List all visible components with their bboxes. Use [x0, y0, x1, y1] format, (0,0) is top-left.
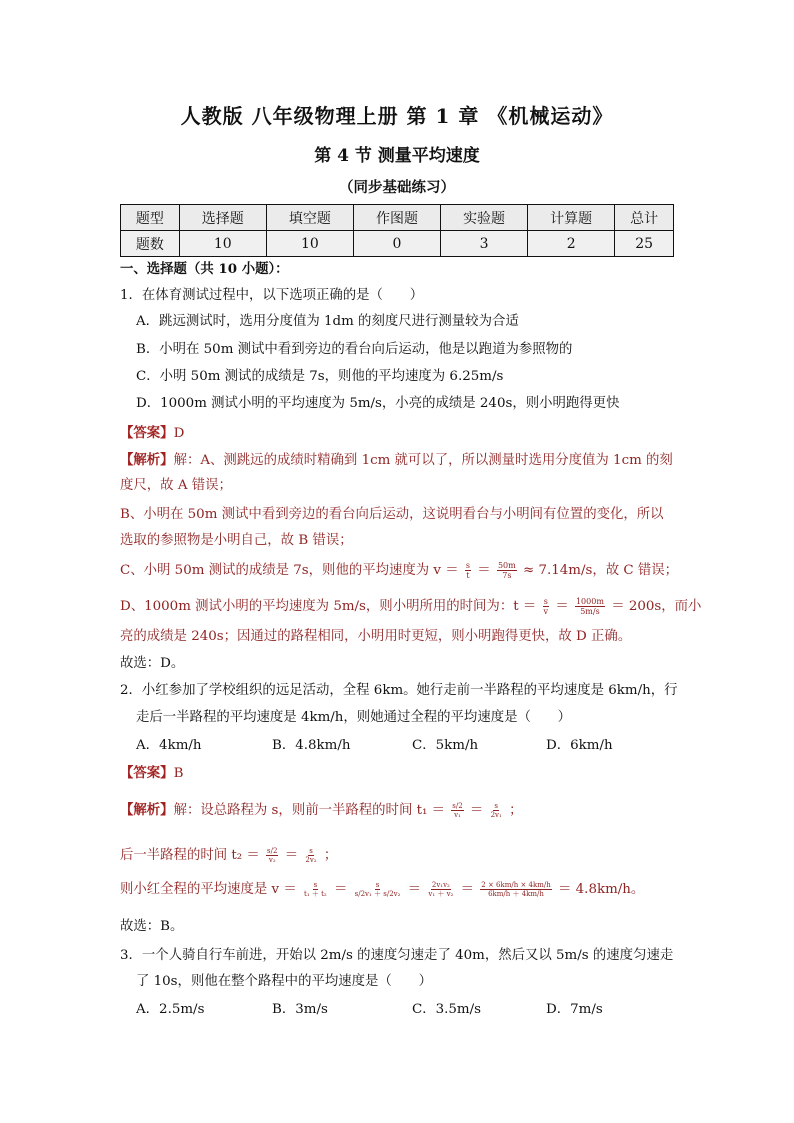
question-2-option-d: D．6km/h — [546, 738, 613, 753]
question-2-stem-2: 走后一半路程的平均速度是 4km/h，则她通过全程的平均速度是（ ） — [136, 710, 572, 725]
question-3-option-c: C．3.5m/s — [412, 1002, 482, 1017]
analysis-text: ＝ 200s，而小 — [611, 599, 702, 614]
equals-sign: ＝ — [555, 599, 569, 614]
analysis-text: 则小红全程的平均速度是 v ＝ — [120, 882, 297, 897]
table-row — [121, 205, 674, 231]
table-cell: 填空题 — [266, 205, 353, 231]
table-cell: 0 — [353, 231, 440, 257]
question-3-stem-1: 3．一个人骑自行车前进，开始以 2m/s 的速度匀速走了 40m，然后又以 5m/s 的速度匀速走 — [120, 948, 674, 963]
answer-tag: 【答案】 — [120, 425, 174, 441]
equals-sign: ＝ — [284, 848, 299, 863]
answer-value: B — [173, 766, 184, 781]
equals-sign: ＝ — [334, 882, 348, 897]
table-cell: 25 — [615, 231, 674, 257]
question-1-choose: 故选：D。 — [120, 656, 185, 671]
question-1-analysis-d — [120, 597, 701, 617]
formula-fraction: $\frac{s}{t}$ — [465, 561, 471, 580]
equals-sign: ＝ — [477, 563, 491, 578]
formula-fraction: $\frac{s/2}{\text{v₂}}$ — [267, 847, 278, 864]
formula-fraction: $\frac{50m}{7s}$ — [497, 561, 516, 580]
analysis-text: ； — [323, 848, 338, 863]
analysis-text: ≈ 7.14m/s，故 C 错误； — [522, 563, 679, 578]
analysis-text: ＝ 4.8km/h。 — [558, 882, 645, 897]
question-3-option-d: D．7m/s — [546, 1002, 603, 1017]
question-1-answer — [120, 423, 184, 444]
analysis-tag: 【解析】 — [120, 452, 174, 468]
formula-fraction: $\frac{2 \times 6km/h \times 4km/h}{6km/h + 4km/h}$ — [481, 881, 551, 898]
question-2-analysis-1 — [120, 800, 522, 821]
question-summary-table — [120, 204, 674, 257]
question-1-stem: 1．在体育测试过程中，以下选项正确的是（ ） — [120, 288, 424, 303]
document-subtitle: （同步基础练习） — [339, 179, 455, 196]
question-2-answer — [120, 763, 183, 784]
question-2-option-b: B．4.8km/h — [272, 738, 351, 753]
table-cell: 10 — [179, 231, 266, 257]
equals-sign: ＝ — [407, 882, 422, 897]
analysis-text: C、小明 50m 测试的成绩是 7s，则他的平均速度为 v ＝ — [120, 563, 459, 578]
question-2-option-a: A．4km/h — [136, 738, 202, 753]
document-title: 人教版 八年级物理上册 第 1 章 《机械运动》 — [180, 104, 614, 128]
table-cell: 题型 — [121, 205, 180, 231]
table-cell: 作图题 — [353, 205, 440, 231]
formula-fraction: $\frac{\text{2v₁v₂}}{\text{v₁ ＋ v₂}}$ — [428, 881, 454, 898]
formula-fraction: $\frac{s}{\text{2v₂}}$ — [305, 847, 317, 864]
question-1-option-d: D．1000m 测试小明的平均速度为 5m/s，小亮的成绩是 240s，则小明跑得更快 — [136, 396, 620, 411]
question-3-option-b: B．3m/s — [272, 1002, 328, 1017]
table-row — [121, 231, 674, 257]
question-2-stem-1: 2．小红参加了学校组织的远足活动，全程 6km。她行走前一半路程的平均速度是 6km/h，行 — [120, 683, 678, 698]
question-3-option-a: A．2.5m/s — [136, 1002, 205, 1017]
table-cell: 2 — [528, 231, 615, 257]
formula-fraction: $\frac{s}{v}$ — [543, 597, 549, 616]
table-cell: 实验题 — [441, 205, 528, 231]
question-1-analysis-a2: 度尺，故 A 错误； — [120, 478, 232, 493]
table-cell: 计算题 — [528, 205, 615, 231]
table-cell: 题数 — [121, 231, 180, 257]
table-cell: 10 — [266, 231, 353, 257]
analysis-tag: 【解析】 — [120, 802, 174, 818]
formula-fraction: $\frac{s}{\text{2v₁}}$ — [490, 802, 502, 819]
formula-fraction: $\frac{1000m}{5m/s}$ — [575, 597, 604, 616]
question-1-analysis-b2: 选取的参照物是小明自己，故 B 错误； — [120, 533, 353, 548]
table-cell: 选择题 — [179, 205, 266, 231]
analysis-text: D、1000m 测试小明的平均速度为 5m/s，则小明所用的时间为：t ＝ — [120, 599, 537, 614]
question-1-option-a: A．跳远测试时，选用分度值为 1dm 的刻度尺进行测量较为合适 — [136, 314, 519, 329]
question-2-choose: 故选：B。 — [120, 919, 184, 934]
question-1-option-b: B．小明在 50m 测试中看到旁边的看台向后运动，他是以跑道为参照物的 — [136, 342, 573, 357]
formula-fraction: $\frac{s}{\text{s/2v₁ ＋ s/2v₂}}$ — [354, 881, 401, 898]
question-3-stem-2: 了 10s，则他在整个路程中的平均速度是（ ） — [136, 974, 432, 989]
question-2-option-c: C．5km/h — [412, 738, 479, 753]
equals-sign: ＝ — [469, 803, 484, 818]
analysis-text: ； — [509, 803, 523, 818]
section-heading: 一、选择题（共 10 小题）： — [120, 261, 289, 277]
table-cell: 3 — [441, 231, 528, 257]
table-cell: 总计 — [615, 205, 674, 231]
analysis-text: 后一半路程的时间 t₂ ＝ — [120, 848, 260, 863]
question-1-analysis-a1 — [120, 450, 673, 471]
equals-sign: ＝ — [460, 882, 474, 897]
question-1-analysis-c — [120, 561, 678, 581]
formula-fraction: $\frac{s}{\text{t₁ ＋ t₂}}$ — [304, 881, 327, 898]
question-2-analysis-2 — [120, 846, 337, 866]
answer-tag: 【答案】 — [120, 765, 174, 781]
section-title: 第 4 节 测量平均速度 — [314, 146, 480, 166]
formula-fraction: $\frac{s/2}{\text{v₁}}$ — [452, 802, 463, 819]
analysis-text: 解：A、测跳远的成绩时精确到 1cm 就可以了，所以测量时选用分度值为 1cm 的刻 — [173, 453, 673, 468]
question-1-analysis-d2: 亮的成绩是 240s；因通过的路程相同，小明用时更短，则小明跑得更快，故 D 正确。 — [120, 629, 632, 644]
question-2-analysis-3 — [120, 880, 644, 900]
analysis-text: 解：设总路程为 s，则前一半路程的时间 t₁ ＝ — [173, 803, 445, 818]
question-1-option-c: C．小明 50m 测试的成绩是 7s，则他的平均速度为 6.25m/s — [136, 369, 504, 384]
question-1-analysis-b1: B、小明在 50m 测试中看到旁边的看台向后运动，这说明看台与小明间有位置的变化，所以 — [120, 507, 664, 522]
answer-value: D — [173, 426, 185, 441]
